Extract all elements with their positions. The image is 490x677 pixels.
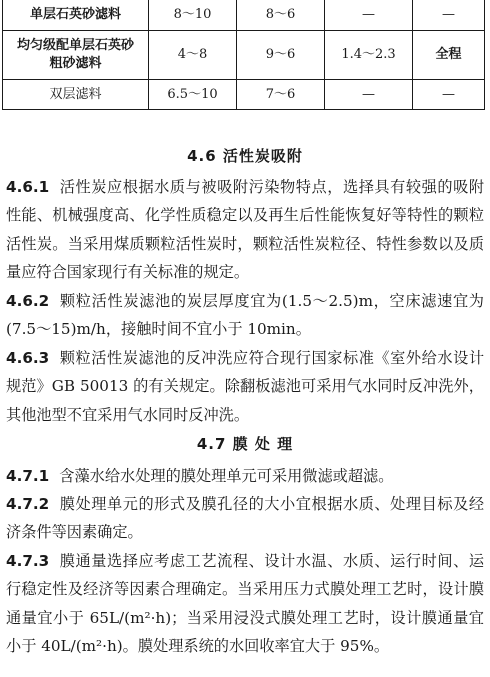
clause-text: 活性炭应根据水质与被吸附污染物特点，选择具有较强的吸附性能、机械强度高、化学性质稳定以及再生后性能恢复好等特性的颗粒活性炭。当采用煤质颗粒活性炭时，颗粒活性炭粒径、特性参数以及质量应符合国家现行有关标准的规定。 bbox=[6, 178, 484, 282]
clause-text: 颗粒活性炭滤池的炭层厚度宜为(1.5～2.5)m，空床滤速宜为(7.5～15)m/h，接触时间不宜小于 10min。 bbox=[6, 292, 484, 339]
filter-type-cell bbox=[3, 31, 149, 80]
table-cell: 9～6 bbox=[237, 31, 325, 80]
clause-4-6-2 bbox=[6, 287, 484, 344]
clause-number: 4.6.2 bbox=[6, 292, 50, 310]
table-cell: 7～6 bbox=[237, 80, 325, 110]
clause-4-7-1 bbox=[6, 462, 484, 490]
clause-text: 颗粒活性炭滤池的反冲洗应符合现行国家标准《室外给水设计规范》GB 50013 的有关规定。除翻板滤池可采用气水同时反冲洗外，其他池型不宜采用气水同时反冲洗。 bbox=[6, 349, 484, 424]
clause-number: 4.7.1 bbox=[6, 467, 50, 485]
table-cell: 8～6 bbox=[237, 0, 325, 31]
table-cell: 8～10 bbox=[149, 0, 237, 31]
table-cell: 全程 bbox=[413, 31, 485, 80]
clause-number: 4.6.3 bbox=[6, 349, 50, 367]
table-cell: 6.5～10 bbox=[149, 80, 237, 110]
section-title-4-6: 4.6 活性炭吸附 bbox=[187, 147, 303, 165]
table-cell: 4～8 bbox=[149, 31, 237, 80]
table-cell: — bbox=[413, 80, 485, 110]
filter-type-cell: 双层滤料 bbox=[3, 80, 149, 110]
clause-text: 膜通量选择应考虑工艺流程、设计水温、水质、运行时间、运行稳定性及经济等因素合理确定。当采用压力式膜处理工艺时，设计膜通量宜小于 65L/(m²·h)；当采用浸没式膜处理工艺时，设计膜通量宜小于 40L/(m²·h)。膜处理系统的水回收率宜大于 95%。 bbox=[6, 552, 484, 656]
clause-4-7-3 bbox=[6, 547, 484, 661]
clause-number: 4.7.3 bbox=[6, 552, 50, 570]
table-row bbox=[3, 0, 485, 31]
section-title-4-7: 4.7 膜 处 理 bbox=[196, 435, 294, 453]
clause-text: 含藻水给水处理的膜处理单元可采用微滤或超滤。 bbox=[59, 467, 394, 485]
filter-type-line: 粗砂滤料 bbox=[49, 56, 102, 71]
table-cell: — bbox=[325, 80, 413, 110]
clause-4-7-2 bbox=[6, 490, 484, 547]
clause-text: 膜处理单元的形式及膜孔径的大小宜根据水质、处理目标及经济条件等因素确定。 bbox=[6, 495, 484, 542]
table-cell: 1.4～2.3 bbox=[325, 31, 413, 80]
filter-type-line: 均匀级配单层石英砂 bbox=[16, 38, 134, 53]
clause-4-6-3 bbox=[6, 344, 484, 429]
filter-parameter-table bbox=[2, 0, 485, 110]
clause-number: 4.7.2 bbox=[6, 495, 50, 513]
table-cell: — bbox=[325, 0, 413, 31]
table-row bbox=[3, 80, 485, 110]
clause-4-6-1 bbox=[6, 173, 484, 287]
table-cell: — bbox=[413, 0, 485, 31]
table-row bbox=[3, 31, 485, 80]
filter-type-cell: 单层石英砂滤料 bbox=[3, 0, 149, 31]
clause-number: 4.6.1 bbox=[6, 178, 50, 196]
